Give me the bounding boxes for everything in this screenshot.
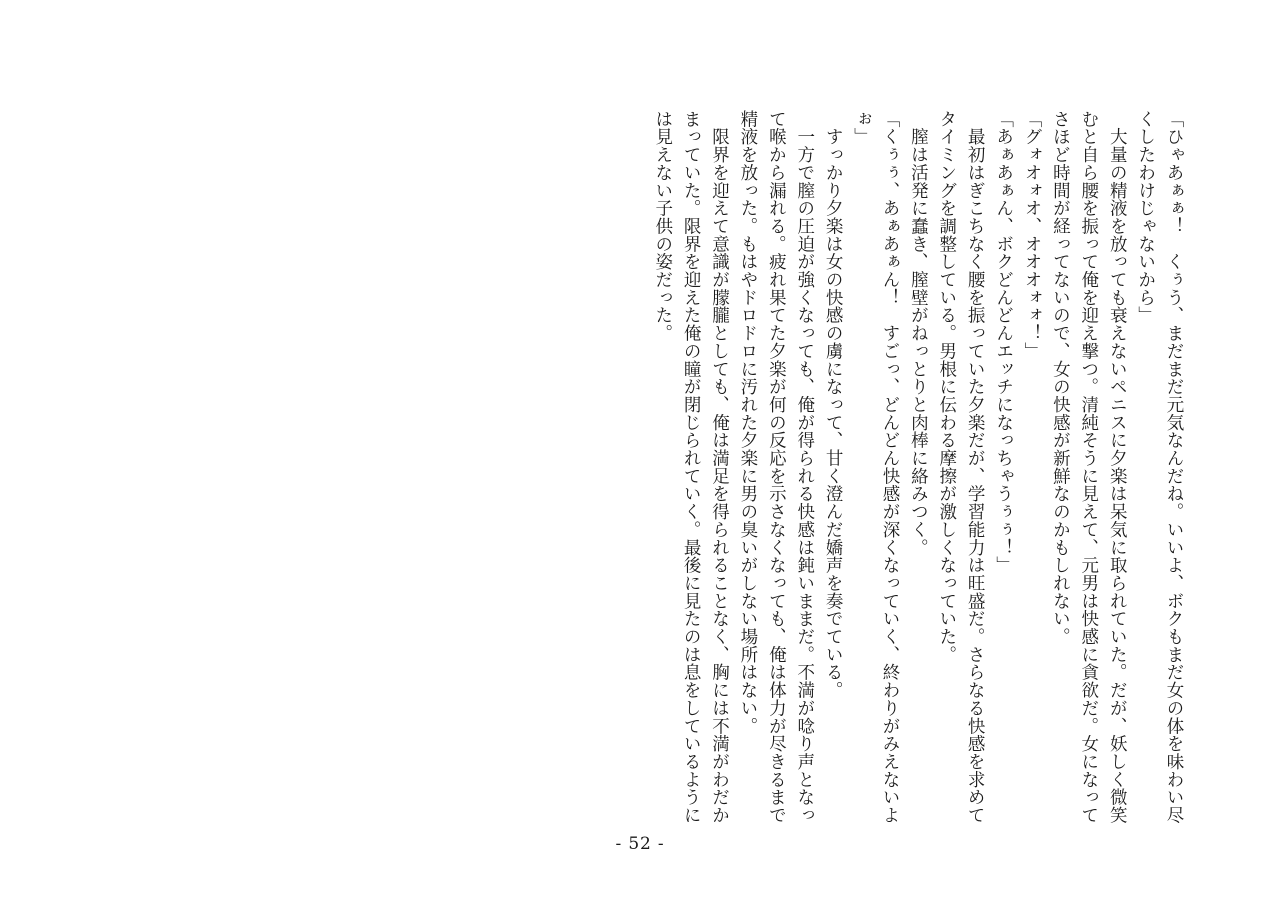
paragraph: 膣は活発に蠢き、膣壁がねっとりと肉棒に絡みつく。 <box>908 110 929 557</box>
paragraph: 「あぁあぁん、ボクどんどんエッチになっちゃうぅぅ！」 <box>993 110 1014 575</box>
paragraph: 最初はぎこちなく腰を振っていた夕楽だが、学習能力は旺盛だ。さらなる快感を求めてタイミングを調整している。男根に伝わる摩擦が激しくなっていた。 <box>936 110 986 824</box>
page-number: - 52 - <box>615 834 665 854</box>
paragraph: 一方で膣の圧迫が強くなっても、俺が得られる快感は鈍いままだ。不満が唸り声となって喉から漏れる。疲れ果てた夕楽が何の反応を示さなくなっても、俺は体力が尽きるまで精液を放った。もはやドロドロに汚れた夕楽に男の臭いがしない場所はない。 <box>737 110 815 824</box>
paragraph: 大量の精液を放っても衰えないペニスに夕楽は呆気に取られていた。だが、妖しく微笑むと自ら腰を振って俺を迎え撃つ。清純そうに見えて、元男は快感に貪欲だ。女になってさほど時間が経ってないので、女の快感が新鮮なのかもしれない。 <box>1050 110 1128 824</box>
paragraph: すっかり夕楽は女の快感の虜になって、甘く澄んだ嬌声を奏でている。 <box>823 110 844 700</box>
paragraph: 限界を迎えて意識が朦朧としても、俺は満足を得られることなく、胸には不満がわだかまっていた。限界を迎えた俺の瞳が閉じられていく。最後に見たのは息をしているようには見えない子供の姿だった。 <box>652 110 730 824</box>
paragraph: 「くぅぅ、あぁあぁん！ すごっ、どんどん快感が深くなっていく、終わりがみえないよぉ」 <box>851 110 900 824</box>
body-text <box>652 110 1188 828</box>
paragraph: 「ひゃあぁぁ！ くぅう、まだまだ元気なんだね。いいよ、ボクもまだ女の体を味わい尽くしたわけじゃないから」 <box>1135 110 1184 824</box>
paragraph: 「グォオォオ、オオオォォ！」 <box>1021 110 1042 360</box>
